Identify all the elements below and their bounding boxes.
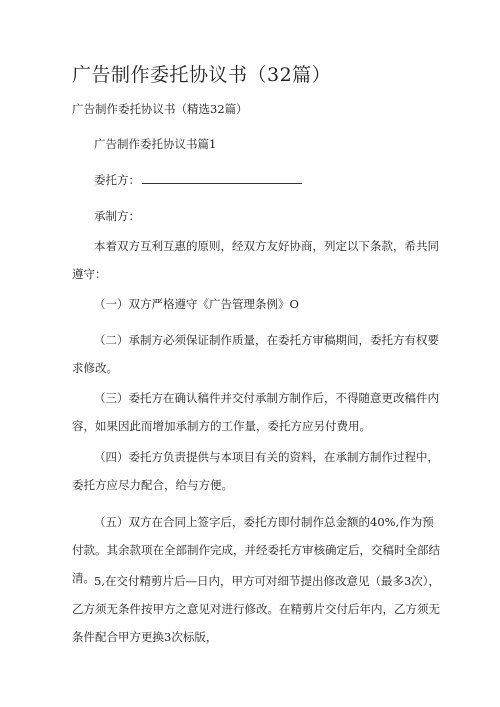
document-subtitle: 广告制作委托协议书（精选32篇） [72,102,248,116]
clause-5: （五）双方在合同上签字后，委托方即付制作总金额的40%,作为预付款。其余款项在全部制作完成，并经委托方审核确定后，交稿时全部结清。 [72,515,440,585]
client-field [94,173,302,187]
client-label: 委托方： [94,173,140,187]
clause-3: （三）委托方在确认稿件并交付承制方制作后，不得随意更改稿件内容，如果因此而增加承制方的工作量，委托方应另付费用。 [72,391,439,433]
clause-1: （一）双方严格遵守《广告管理条例》O [94,297,299,311]
clause-4: （四）委托方负责提供与本项目有关的资料，在承制方制作过程中，委托方应尽力配合，给与方便。 [72,450,439,492]
client-blank-line [142,173,302,184]
intro-paragraph: 本着双方互利互惠的原则，经双方友好协商，列定以下条款，希共同遵守： [72,239,439,281]
clause-2: （二）承制方必须保证制作质量，在委托方审稿期间，委托方有权要求修改。 [72,333,439,375]
document-title: 广告制作委托协议书（32篇） [72,64,332,86]
clause-6: 5,在交付精剪片后—日内，甲方可对细节提出修改意见（最多3次），乙方须无条件按甲方之意见对进行修改。在精剪片交付后年内，乙方须无条件配合甲方更换3次标版， [72,574,441,644]
section-heading: 广告制作委托协议书篇1 [94,137,217,151]
contractor-label: 承制方： [94,209,140,223]
